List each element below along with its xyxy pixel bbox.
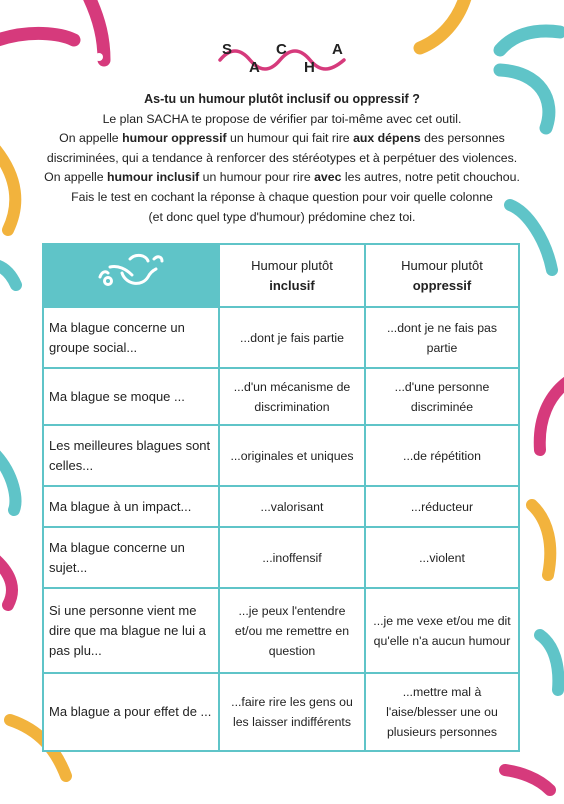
answer-inclusif[interactable]: ...je peux l'entendre et/ou me remettre en question (219, 588, 365, 673)
answer-oppressif[interactable]: ...violent (365, 527, 519, 588)
answer-inclusif[interactable]: ...inoffensif (219, 527, 365, 588)
table-row (43, 368, 519, 425)
table-row (43, 527, 519, 588)
header-icon-cell (43, 244, 219, 307)
logo-letter-a2: A (332, 41, 343, 58)
laughing-bowl-icon (96, 251, 166, 295)
answer-oppressif[interactable]: ...je me vexe et/ou me dit qu'elle n'a aucun humour (365, 588, 519, 673)
question-cell: Ma blague à un impact... (43, 486, 219, 527)
humour-test-table (42, 243, 520, 752)
question-cell: Ma blague se moque ... (43, 368, 219, 425)
answer-inclusif[interactable]: ...d'un mécanisme de discrimination (219, 368, 365, 425)
column-header-oppressif: Humour plutôt oppressif (365, 244, 519, 307)
table-row (43, 588, 519, 673)
answer-oppressif[interactable]: ...dont je ne fais pas partie (365, 307, 519, 368)
intro-line-3: discriminées, qui a tendance à renforcer des stéréotypes et à perpétuer des violences. (46, 150, 518, 165)
sacha-logo (0, 38, 564, 78)
logo-letter-c: C (276, 41, 287, 58)
intro-line-2: On appelle humour oppressif un humour qui fait rire aux dépens des personnes (59, 131, 505, 146)
intro-question: As-tu un humour plutôt inclusif ou oppressif ? (144, 92, 420, 106)
answer-oppressif[interactable]: ...de répétition (365, 425, 519, 486)
answer-inclusif[interactable]: ...originales et uniques (219, 425, 365, 486)
question-cell: Ma blague concerne un sujet... (43, 527, 219, 588)
question-cell: Les meilleures blagues sont celles... (43, 425, 219, 486)
question-cell: Ma blague a pour effet de ... (43, 673, 219, 751)
intro-line-5: Fais le test en cochant la réponse à chaque question pour voir quelle colonne (71, 189, 493, 204)
answer-inclusif[interactable]: ...faire rire les gens ou les laisser indifférents (219, 673, 365, 751)
table-header-row (43, 244, 519, 307)
question-cell: Ma blague concerne un groupe social... (43, 307, 219, 368)
intro-line-4: On appelle humour inclusif un humour pour rire avec les autres, notre petit chouchou. (44, 170, 520, 185)
intro-line-1: Le plan SACHA te propose de vérifier par toi-même avec cet outil. (102, 111, 462, 126)
column-header-inclusif: Humour plutôt inclusif (219, 244, 365, 307)
logo-letter-h: H (304, 59, 315, 76)
answer-oppressif[interactable]: ...réducteur (365, 486, 519, 527)
table-row (43, 673, 519, 751)
sacha-logo-mark (216, 38, 348, 78)
answer-inclusif[interactable]: ...valorisant (219, 486, 365, 527)
answer-oppressif[interactable]: ...d'une personne discriminée (365, 368, 519, 425)
intro-line-6: (et donc quel type d'humour) prédomine chez toi. (148, 209, 416, 224)
table-row (43, 307, 519, 368)
answer-oppressif[interactable]: ...mettre mal à l'aise/blesser une ou plusieurs personnes (365, 673, 519, 751)
table-row (43, 486, 519, 527)
logo-letter-a: A (249, 59, 260, 76)
intro-text (20, 90, 544, 227)
answer-inclusif[interactable]: ...dont je fais partie (219, 307, 365, 368)
question-cell: Si une personne vient me dire que ma blague ne lui a pas plu... (43, 588, 219, 673)
logo-letter-s: S (222, 41, 233, 58)
table-row (43, 425, 519, 486)
